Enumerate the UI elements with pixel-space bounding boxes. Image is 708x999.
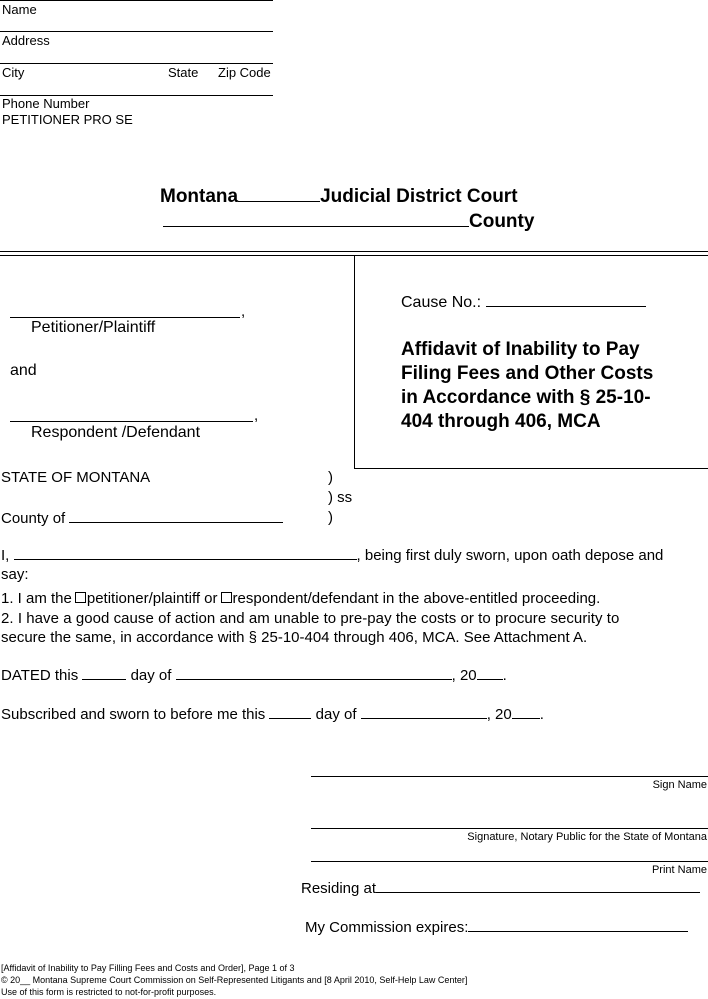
residing-at-row <box>301 878 700 897</box>
court-heading-line2 <box>163 211 534 233</box>
dated-day-field[interactable] <box>82 665 126 680</box>
state-label: State <box>168 65 199 80</box>
phone-number-label: Phone Number <box>2 96 90 111</box>
venue-paren-3: ) <box>328 509 333 526</box>
respondent-checkbox[interactable] <box>221 592 232 603</box>
item-1-option-1: petitioner/plaintiff or <box>86 590 218 607</box>
zip-code-label: Zip Code <box>218 65 271 80</box>
footer-line-3: Use of this form is restricted to not-for-profit purposes. <box>1 987 217 997</box>
dated-month-field[interactable] <box>176 665 452 680</box>
affiant-name-field[interactable] <box>14 545 357 560</box>
respondent-name-line[interactable] <box>10 421 253 422</box>
subscribed-year-prefix: , 20 <box>486 706 512 723</box>
notary-signature-label: Signature, Notary Public for the State of Montana <box>467 831 707 843</box>
caption-divider <box>354 256 355 469</box>
subscribed-month-field[interactable] <box>361 704 487 719</box>
venue-ss: ) ss <box>328 489 353 506</box>
print-name-label: Print Name <box>651 864 707 876</box>
respondent-comma: , <box>254 407 259 424</box>
say-label: say: <box>1 566 29 583</box>
district-number-field[interactable] <box>238 187 320 202</box>
dated-row <box>1 665 507 684</box>
i-label: I, <box>1 547 10 564</box>
name-rule <box>0 0 273 1</box>
petitioner-name-line[interactable] <box>10 317 240 318</box>
caption-bottom-rule <box>354 468 708 469</box>
sign-name-label: Sign Name <box>652 779 707 791</box>
commission-expires-field[interactable] <box>468 917 688 932</box>
dated-day-of: day of <box>130 667 172 684</box>
county-of-label: County of <box>1 510 66 527</box>
subscribed-prefix: Subscribed and sworn to before me this <box>1 706 266 723</box>
county-label: County <box>469 211 535 232</box>
county-of-row <box>1 508 283 527</box>
subscribed-day-of: day of <box>315 706 357 723</box>
petitioner-checkbox[interactable] <box>75 592 86 603</box>
name-line[interactable] <box>0 31 273 32</box>
residing-at-label: Residing at <box>301 880 377 897</box>
commission-expires-label: My Commission expires: <box>305 919 469 936</box>
item-1-option-2: respondent/defendant in the above-entitled proceeding. <box>232 590 601 607</box>
petitioner-comma: , <box>241 303 246 320</box>
document-title <box>401 338 653 434</box>
notary-signature-line[interactable] <box>311 828 708 829</box>
item-2-line-2: secure the same, in accordance with § 25-10-404 through 406, MCA. See Attachment A. <box>1 629 588 646</box>
item-2-line-1: 2. I have a good cause of action and am unable to pre-pay the costs or to procure security to <box>1 610 620 627</box>
court-state: Montana <box>160 186 239 207</box>
document-title-line: Affidavit of Inability to Pay <box>401 339 640 360</box>
address-label: Address <box>2 33 50 48</box>
cause-number-row <box>401 292 646 312</box>
item-1 <box>1 590 600 607</box>
county-of-field[interactable] <box>69 508 283 523</box>
dated-year-field[interactable] <box>477 665 503 680</box>
caption-top-rule-1 <box>0 251 708 252</box>
petitioner-label: Petitioner/Plaintiff <box>31 319 156 336</box>
state-of-montana-label: STATE OF MONTANA <box>1 469 151 486</box>
commission-expires-row <box>305 917 688 936</box>
print-name-line[interactable] <box>311 861 708 862</box>
and-label: and <box>10 362 37 379</box>
respondent-label: Respondent /Defendant <box>31 424 201 441</box>
footer-line-2: © 20__ Montana Supreme Court Commission on Self-Represented Litigants and [8 April 2010, Self-Help Law Center] <box>1 975 468 985</box>
cause-number-label: Cause No.: <box>401 294 482 311</box>
city-label: City <box>2 65 25 80</box>
subscribed-row <box>1 704 544 723</box>
dated-period: . <box>502 667 507 684</box>
dated-year-prefix: , 20 <box>451 667 477 684</box>
sign-name-line[interactable] <box>311 776 708 777</box>
document-title-line: 404 through 406, MCA <box>401 411 601 432</box>
court-heading-line1 <box>160 186 518 208</box>
cause-number-field[interactable] <box>486 292 646 307</box>
county-name-field[interactable] <box>163 212 469 227</box>
subscribed-day-field[interactable] <box>269 704 311 719</box>
venue-paren-1: ) <box>328 469 333 486</box>
footer-line-1: [Affidavit of Inability to Pay Filling Fees and Costs and Order], Page 1 of 3 <box>1 963 295 973</box>
subscribed-year-field[interactable] <box>512 704 540 719</box>
address-line[interactable] <box>0 63 273 64</box>
item-1-prefix: 1. I am the <box>1 590 72 607</box>
court-name: Judicial District Court <box>320 186 518 207</box>
document-title-line: in Accordance with § 25-10- <box>401 387 651 408</box>
subscribed-period: . <box>539 706 544 723</box>
residing-at-field[interactable] <box>376 878 700 893</box>
affiant-row <box>1 545 663 564</box>
name-label: Name <box>2 2 37 17</box>
document-title-line: Filing Fees and Other Costs <box>401 363 654 384</box>
sworn-text: , being first duly sworn, upon oath depose and <box>356 547 664 564</box>
dated-prefix: DATED this <box>1 667 79 684</box>
petitioner-pro-se-label: PETITIONER PRO SE <box>2 112 133 127</box>
